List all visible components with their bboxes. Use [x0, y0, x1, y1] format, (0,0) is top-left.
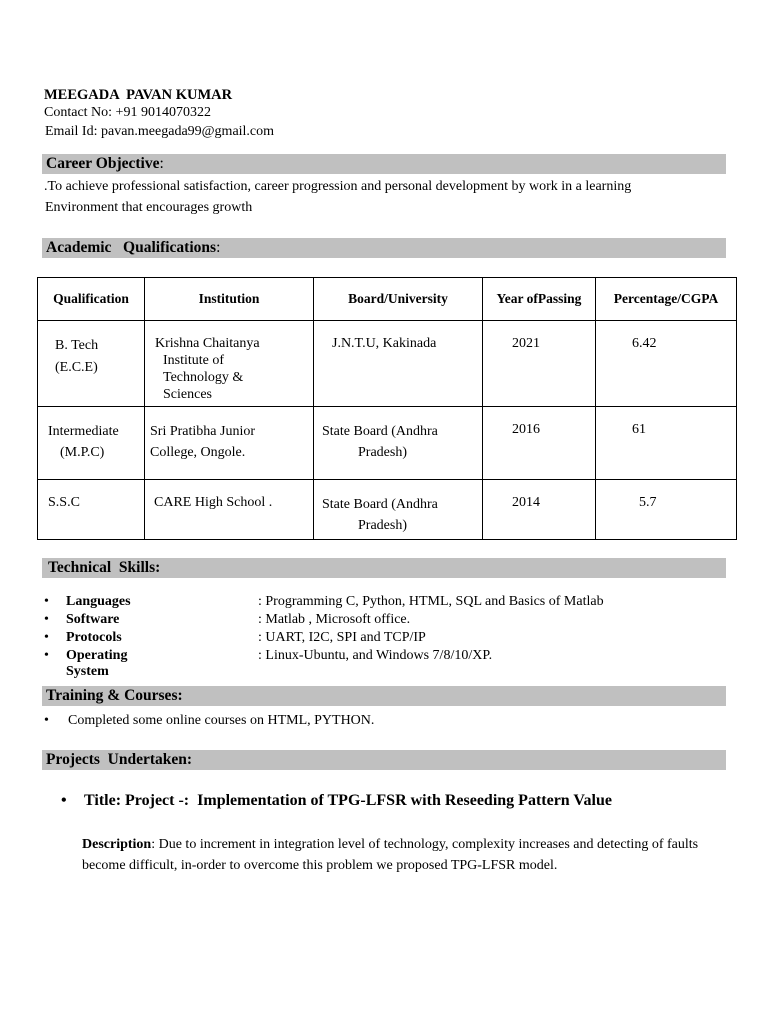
skill-label: Protocols [66, 630, 122, 645]
project-title: Title: Project -: Implementation of TPG-LFSR with Reseeding Pattern Value [84, 792, 612, 809]
column-header-qualification: Qualification [38, 278, 145, 321]
column-header-institution: Institution [145, 278, 314, 321]
academic-colon: : [216, 239, 221, 256]
contact-number: Contact No: +91 9014070322 [44, 105, 211, 120]
skill-value: : Programming C, Python, HTML, SQL and Basics of Matlab [258, 594, 604, 609]
career-objective-text-line1: .To achieve professional satisfaction, career progression and personal development by work in a learning [44, 179, 632, 194]
description-text: : Due to increment in integration level of technology, complexity increases and detecting of faults become difficult, in-order to overcome this problem we proposed TPG-LFSR model. [82, 837, 699, 873]
skill-label: Software [66, 612, 120, 627]
project-description [82, 834, 722, 876]
email-id: Email Id: pavan.meegada99@gmail.com [45, 124, 275, 139]
table-row [38, 480, 737, 540]
skill-value: : Matlab , Microsoft office. [258, 612, 411, 627]
skill-label: Languages [66, 594, 131, 609]
projects-heading-bar [42, 750, 726, 770]
technical-skills-heading-bar [42, 558, 726, 578]
description-label: Description [82, 837, 152, 852]
training-heading-bar [42, 686, 726, 706]
training-item: Completed some online courses on HTML, PYTHON. [68, 713, 375, 728]
candidate-name: MEEGADA PAVAN KUMAR [44, 87, 233, 103]
training-heading: Training & Courses: [46, 687, 183, 704]
skill-value: : UART, I2C, SPI and TCP/IP [258, 630, 426, 645]
table-cell-institution: Sri Pratibha Junior College, Ongole. [145, 407, 314, 480]
table-cell-qualification: Intermediate (M.P.C) [38, 407, 145, 480]
academic-heading: Academic Qualifications [46, 239, 217, 256]
table-cell-board: J.N.T.U, Kakinada [314, 321, 483, 407]
table-cell-percentage: 5.7 [596, 480, 737, 540]
career-objective-text-line2: Environment that encourages growth [45, 200, 253, 215]
table-header-row [38, 278, 737, 321]
table-row [38, 407, 737, 480]
table-cell-year: 2016 [483, 407, 596, 480]
bullet-icon: • [44, 648, 49, 663]
projects-heading: Projects Undertaken: [46, 751, 193, 768]
bullet-icon: • [44, 594, 49, 609]
bullet-icon: • [61, 792, 67, 809]
column-header-percentage: Percentage/CGPA [596, 278, 737, 321]
academic-heading-bar [42, 238, 726, 258]
career-objective-heading-bar [42, 154, 726, 174]
table-cell-year: 2014 [483, 480, 596, 540]
technical-skills-heading: Technical Skills: [48, 559, 161, 576]
table-cell-percentage: 61 [596, 407, 737, 480]
skill-value: : Linux-Ubuntu, and Windows 7/8/10/XP. [258, 648, 493, 663]
column-header-board: Board/University [314, 278, 483, 321]
table-cell-year: 2021 [483, 321, 596, 407]
column-header-year: Year ofPassing [483, 278, 596, 321]
bullet-icon: • [44, 630, 49, 645]
career-objective-heading: Career Objective [46, 155, 160, 172]
academic-table [37, 277, 737, 540]
table-cell-institution: Krishna Chaitanya Institute of Technology & Sciences [145, 321, 314, 407]
table-cell-institution: CARE High School . [145, 480, 314, 540]
table-row [38, 321, 737, 407]
career-objective-colon: : [159, 155, 164, 172]
table-cell-percentage: 6.42 [596, 321, 737, 407]
table-cell-board: State Board (Andhra Pradesh) [314, 480, 483, 540]
bullet-icon: • [44, 612, 49, 627]
skill-label: Operating System [66, 648, 128, 679]
table-cell-qualification: S.S.C [38, 480, 145, 540]
table-cell-board: State Board (Andhra Pradesh) [314, 407, 483, 480]
bullet-icon: • [44, 713, 49, 728]
table-cell-qualification: B. Tech (E.C.E) [38, 321, 145, 407]
